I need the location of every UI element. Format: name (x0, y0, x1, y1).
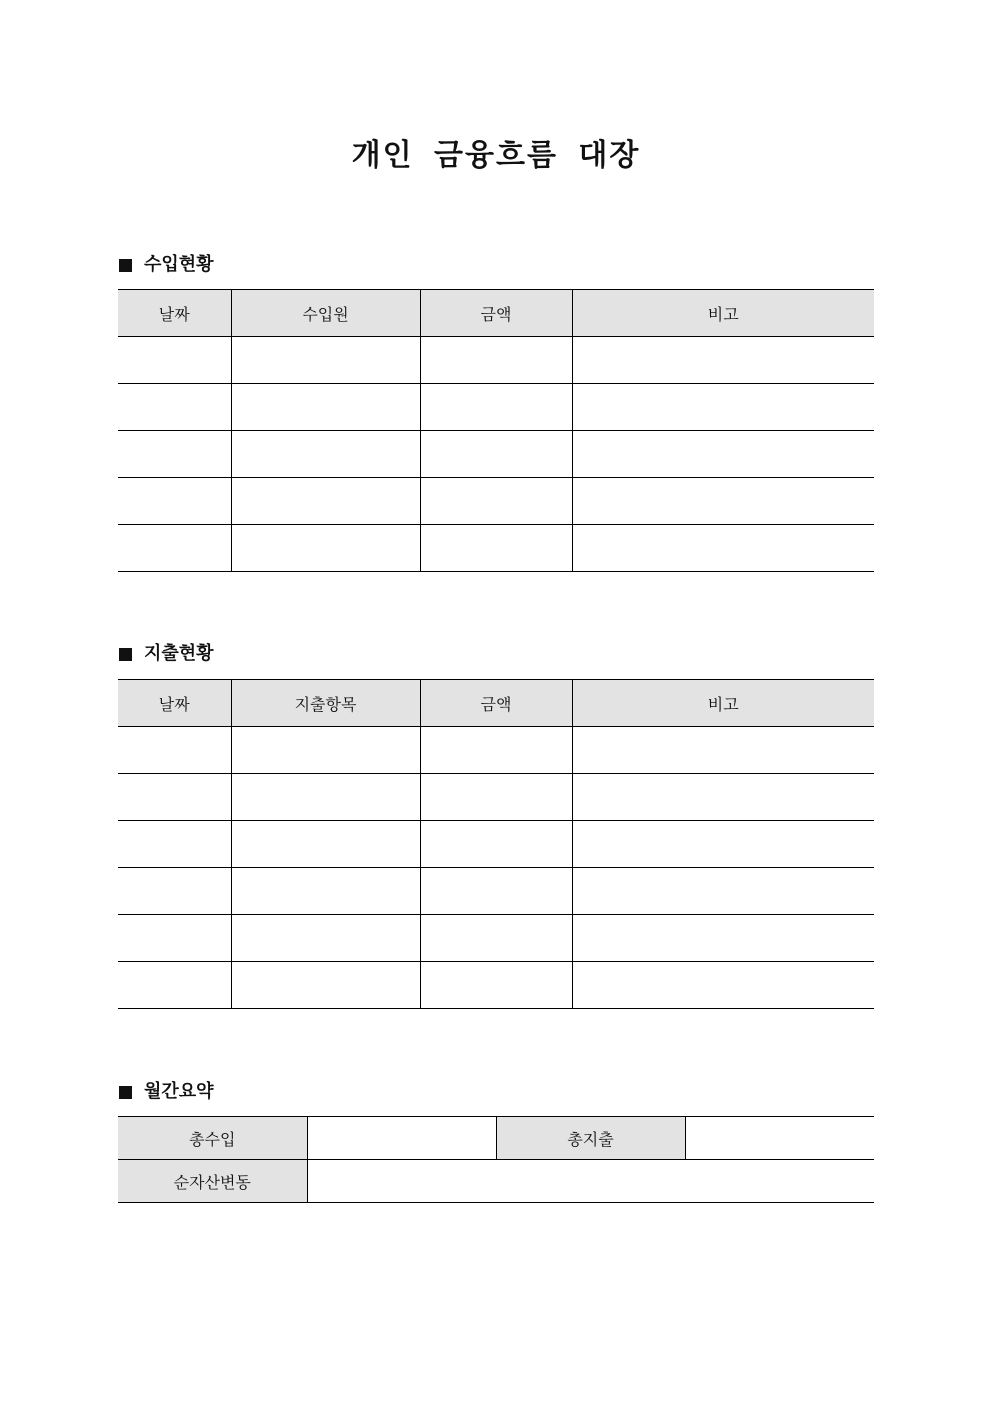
expense-col-date: 날짜 (118, 680, 231, 727)
net-asset-change-label: 순자산변동 (118, 1160, 307, 1203)
expense-note-cell[interactable] (572, 727, 874, 774)
income-header-row (118, 290, 874, 337)
income-amount-cell[interactable] (420, 337, 572, 384)
expense-date-cell[interactable] (118, 774, 231, 821)
income-source-cell[interactable] (231, 384, 420, 431)
income-source-cell[interactable] (231, 337, 420, 384)
expense-date-cell[interactable] (118, 727, 231, 774)
net-asset-change-cell[interactable] (307, 1160, 874, 1203)
total-expense-label: 총지출 (496, 1117, 685, 1160)
total-income-label: 총수입 (118, 1117, 307, 1160)
income-note-cell[interactable] (572, 478, 874, 525)
total-expense-cell[interactable] (685, 1117, 874, 1160)
table-row (118, 431, 874, 478)
summary-row-net (118, 1160, 874, 1203)
table-row (118, 525, 874, 572)
page-title: 개인 금융흐름 대장 (351, 138, 641, 173)
table-row (118, 915, 874, 962)
total-income-cell[interactable] (307, 1117, 496, 1160)
expense-table (118, 679, 874, 1009)
expense-note-cell[interactable] (572, 868, 874, 915)
expense-amount-cell[interactable] (420, 868, 572, 915)
expense-col-item: 지출항목 (231, 680, 420, 727)
income-date-cell[interactable] (118, 431, 231, 478)
expense-item-cell[interactable] (231, 821, 420, 868)
income-source-cell[interactable] (231, 478, 420, 525)
expense-section-title: 지출현황 (144, 643, 214, 664)
square-bullet-icon (119, 1086, 132, 1099)
income-section-title: 수입현황 (144, 254, 214, 275)
expense-amount-cell[interactable] (420, 774, 572, 821)
income-col-note: 비고 (572, 290, 874, 337)
income-note-cell[interactable] (572, 384, 874, 431)
expense-item-cell[interactable] (231, 962, 420, 1009)
expense-amount-cell[interactable] (420, 727, 572, 774)
square-bullet-icon (119, 648, 132, 661)
expense-col-note: 비고 (572, 680, 874, 727)
income-amount-cell[interactable] (420, 478, 572, 525)
expense-item-cell[interactable] (231, 915, 420, 962)
expense-note-cell[interactable] (572, 821, 874, 868)
expense-date-cell[interactable] (118, 821, 231, 868)
expense-date-cell[interactable] (118, 962, 231, 1009)
expense-header-row (118, 680, 874, 727)
income-col-source: 수입원 (231, 290, 420, 337)
expense-date-cell[interactable] (118, 915, 231, 962)
income-note-cell[interactable] (572, 337, 874, 384)
expense-section-heading (119, 642, 214, 666)
income-date-cell[interactable] (118, 525, 231, 572)
income-rows (118, 337, 874, 572)
expense-item-cell[interactable] (231, 868, 420, 915)
summary-row-totals (118, 1117, 874, 1160)
table-row (118, 821, 874, 868)
income-note-cell[interactable] (572, 431, 874, 478)
income-date-cell[interactable] (118, 478, 231, 525)
expense-rows (118, 727, 874, 1009)
table-row (118, 384, 874, 431)
table-row (118, 727, 874, 774)
income-date-cell[interactable] (118, 337, 231, 384)
expense-note-cell[interactable] (572, 962, 874, 1009)
expense-amount-cell[interactable] (420, 821, 572, 868)
expense-note-cell[interactable] (572, 774, 874, 821)
income-date-cell[interactable] (118, 384, 231, 431)
income-col-amount: 금액 (420, 290, 572, 337)
table-row (118, 478, 874, 525)
table-row (118, 962, 874, 1009)
income-note-cell[interactable] (572, 525, 874, 572)
summary-section-title: 월간요약 (144, 1081, 214, 1102)
table-row (118, 774, 874, 821)
expense-col-amount: 금액 (420, 680, 572, 727)
table-row (118, 337, 874, 384)
income-source-cell[interactable] (231, 431, 420, 478)
income-table (118, 289, 874, 572)
expense-item-cell[interactable] (231, 774, 420, 821)
table-row (118, 868, 874, 915)
summary-table (118, 1116, 874, 1203)
expense-note-cell[interactable] (572, 915, 874, 962)
income-source-cell[interactable] (231, 525, 420, 572)
income-amount-cell[interactable] (420, 431, 572, 478)
expense-item-cell[interactable] (231, 727, 420, 774)
square-bullet-icon (119, 259, 132, 272)
income-section-heading (119, 253, 214, 277)
income-amount-cell[interactable] (420, 525, 572, 572)
expense-amount-cell[interactable] (420, 962, 572, 1009)
expense-date-cell[interactable] (118, 868, 231, 915)
summary-section-heading (119, 1080, 214, 1104)
income-amount-cell[interactable] (420, 384, 572, 431)
income-col-date: 날짜 (118, 290, 231, 337)
expense-amount-cell[interactable] (420, 915, 572, 962)
